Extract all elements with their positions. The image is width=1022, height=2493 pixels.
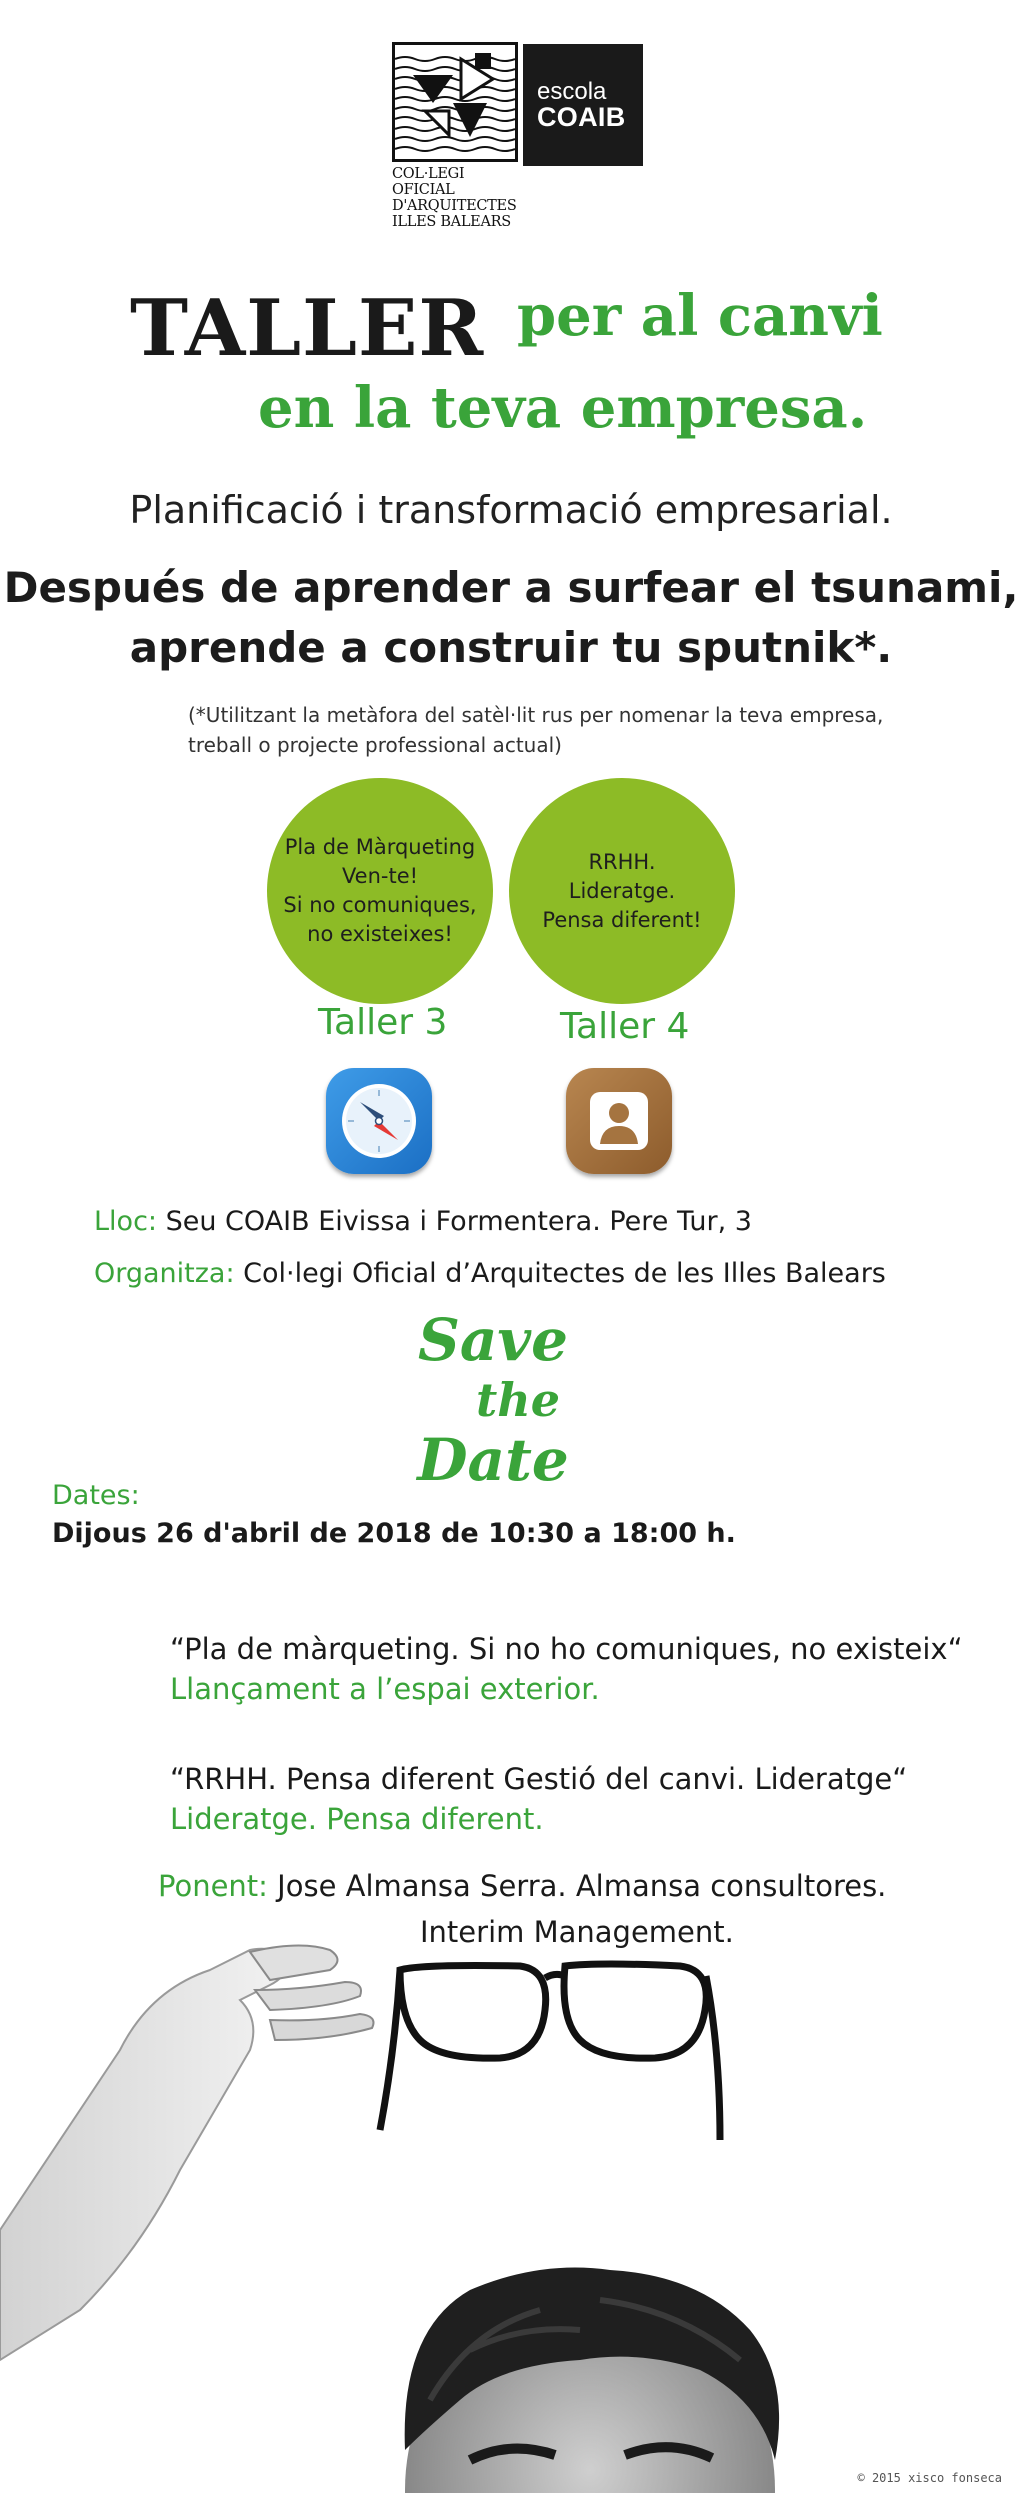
ponent-name: Jose Almansa Serra. Almansa consultores.	[277, 1869, 887, 1903]
user-icon	[566, 1068, 672, 1174]
save-line: Save	[417, 1306, 569, 1374]
coa-logo-text	[392, 166, 518, 230]
session-2-title: “RRHH. Pensa diferent Gestió del canvi. Lideratge“	[170, 1762, 908, 1796]
photo-copyright: © 2015 xisco fonseca	[857, 2471, 1002, 2485]
title-taller: TALLER	[130, 283, 485, 374]
workshop-circle-marketing	[267, 778, 493, 1004]
title-green-line1: per al canvi	[517, 283, 883, 349]
lloc-value: Seu COAIB Eivissa i Formentera. Pere Tur, 3	[165, 1206, 752, 1237]
dates-value: Dijous 26 d'abril de 2018 de 10:30 a 18:00 h.	[52, 1518, 736, 1549]
date-line: Date	[417, 1426, 569, 1494]
coa-logo-line: COL·LEGI OFICIAL	[392, 166, 465, 198]
headline-line2: aprende a construir tu sputnik*.	[129, 623, 893, 672]
dates-label: Dates:	[52, 1480, 140, 1511]
the-line: the	[476, 1373, 560, 1427]
subtitle: Planificació i transformació empresarial.	[129, 488, 893, 532]
taller-3-label: Taller 3	[318, 1002, 448, 1043]
circle-line: RRHH.	[588, 849, 656, 874]
circle-line: no existeixes!	[307, 922, 453, 946]
coa-logo	[392, 42, 518, 230]
circle-line: Ven-te!	[341, 864, 419, 888]
coa-logo-mark-icon	[392, 42, 518, 162]
coa-logo-line: ILLES BALEARS	[392, 214, 511, 230]
coa-logo-line: D'ARQUITECTES	[392, 198, 517, 214]
compass-icon	[326, 1068, 432, 1174]
organitza-label: Organitza:	[94, 1258, 235, 1289]
ponent-line2: Interim Management.	[420, 1915, 734, 1949]
taller-4-label: Taller 4	[560, 1006, 690, 1047]
workshop-circle-rrhh	[509, 778, 735, 1004]
circle-line: Si no comuniques,	[283, 893, 477, 917]
ponent-label: Ponent:	[158, 1869, 268, 1903]
escola-logo-line2: COAIB	[537, 102, 626, 132]
headline	[0, 558, 1022, 678]
headline-line1: Después de aprender a surfear el tsunami,	[3, 563, 1019, 612]
info-organitza	[94, 1258, 886, 1289]
escola-coaib-logo	[523, 44, 643, 166]
session-2-subtitle: Lideratge. Pensa diferent.	[170, 1802, 544, 1836]
info-lloc	[94, 1206, 752, 1237]
circle-line: Lideratge.	[568, 878, 676, 903]
speaker-photo	[0, 1930, 1022, 2493]
save-the-date	[408, 1306, 588, 1494]
session-1-subtitle: Llançament a l’espai exterior.	[170, 1672, 600, 1706]
escola-logo-line1: escola	[537, 78, 607, 105]
circle-line: Pla de Màrqueting	[284, 835, 476, 859]
session-1-title: “Pla de màrqueting. Si no ho comuniques, no existeix“	[170, 1632, 963, 1666]
circle-line: Pensa diferent!	[542, 907, 702, 932]
lloc-label: Lloc:	[94, 1206, 158, 1237]
footnote: (*Utilitzant la metàfora del satèl·lit rus per nomenar la teva empresa, treball o projecte professional actual)	[188, 703, 884, 757]
organitza-value: Col·legi Oficial d’Arquitectes de les Illes Balears	[243, 1258, 886, 1289]
ponent-line1	[158, 1862, 886, 1910]
title-green-line2: en la teva empresa.	[258, 375, 868, 441]
